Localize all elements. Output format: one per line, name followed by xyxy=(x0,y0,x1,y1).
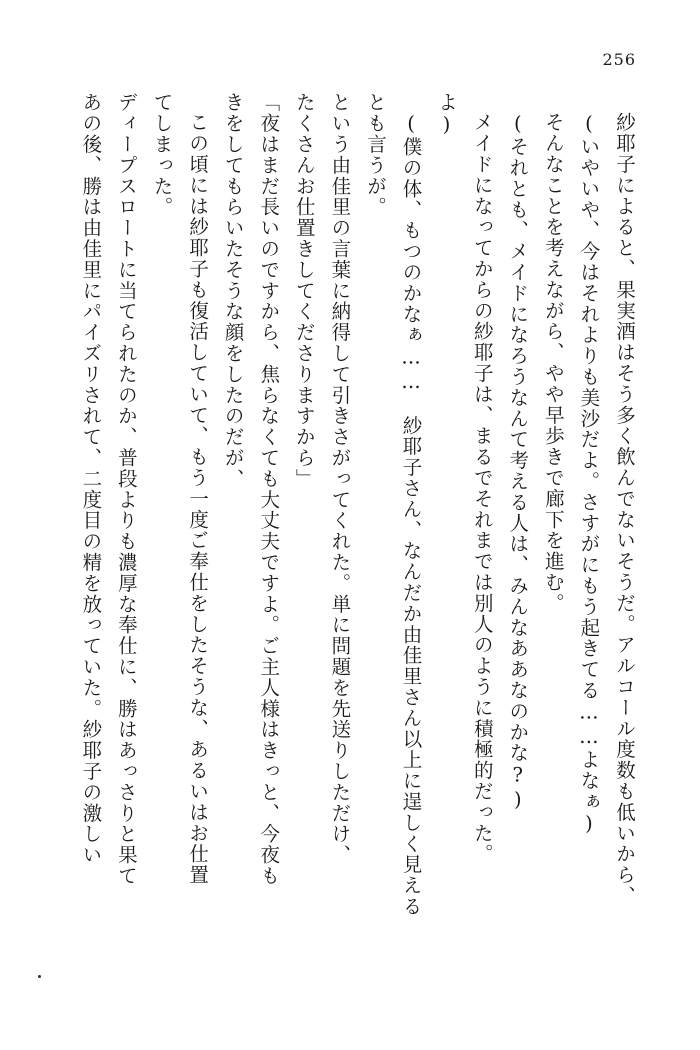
text-column: (いやいや、今はそれよりも美沙だよ。さすがにもう起きてる……よなぁ) xyxy=(577,112,601,837)
text-column: メイドになってからの紗耶子は、まるでそれまでは別人のように積極的だった。 xyxy=(470,112,494,865)
text-column: てしまった。 xyxy=(150,92,174,218)
text-column: きをしてもらいたそうな顔をしたのだが、 xyxy=(221,92,245,490)
text-column: この頃には紗耶子も復活していて、もう一度ご奉仕をしたそうな、あるいはお仕置 xyxy=(186,112,210,886)
text-column: よ) xyxy=(435,92,459,138)
text-column: (それとも、メイドになろうなんて考える人は、みんなああなのかな?) xyxy=(506,112,530,813)
text-column: たくさんお仕置きしてくださりますから」 xyxy=(292,92,316,490)
text-column: そんなことを考えながら、やや早歩きで廊下を進む。 xyxy=(541,112,565,614)
text-column: 「夜はまだ長いのですから、焦らなくても大丈夫ですよ。ご主人様はきっと、今夜も xyxy=(257,92,281,887)
text-column: (僕の体、もつのかなぁ…… 紗耶子さん、なんだか由佳里さん以上に逞しく見える xyxy=(399,112,423,917)
text-column: あの後、勝は由佳里にパイズリされて、二度目の精を放っていた。紗耶子の激しい xyxy=(79,92,103,866)
text-column: 紗耶子によると、果実酒はそう多く飲んでないそうだ。アルコール度数も低いから、 xyxy=(613,112,636,907)
text-column: という由佳里の言葉に納得して引きさがってくれた。単に問題を先送りしただけ、 xyxy=(328,92,352,866)
vertical-text-body xyxy=(71,92,640,972)
page-number: 256 xyxy=(602,50,636,69)
text-column: とも言うが。 xyxy=(363,92,387,218)
footer-mark xyxy=(38,975,41,978)
text-column: ディープスロートに当てられたのか、普段よりも濃厚な奉仕に、勝はあっさりと果て xyxy=(114,92,138,887)
